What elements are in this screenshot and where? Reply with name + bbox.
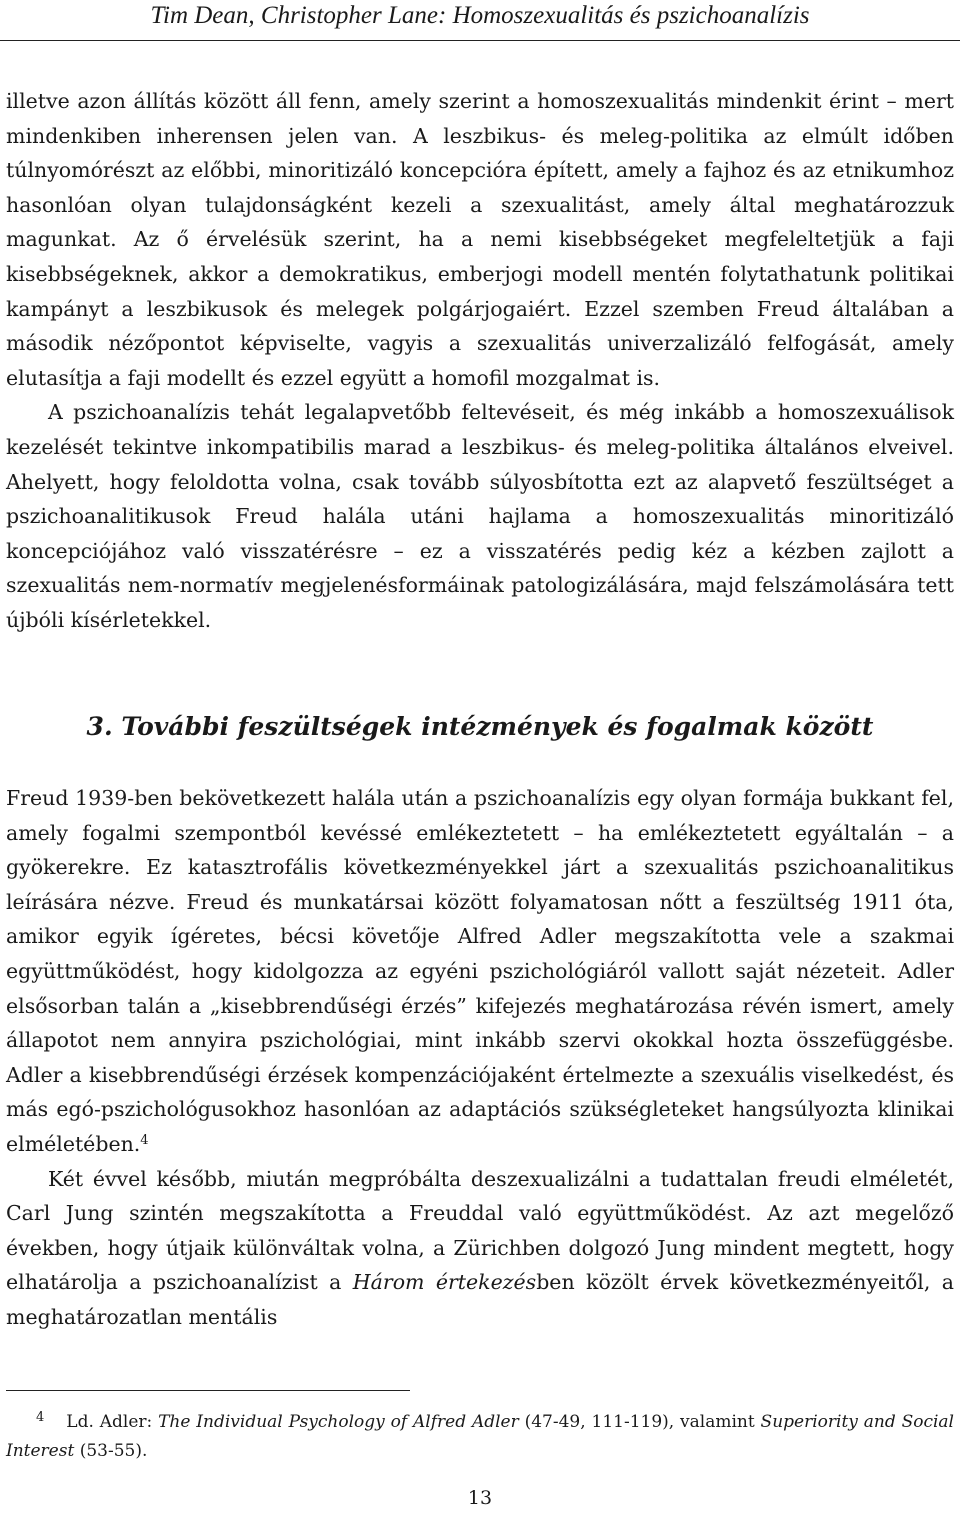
footnote-title-2: Superiority and Social Interest — [6, 1412, 954, 1461]
body-text-top — [6, 84, 954, 638]
paragraph-4-italic: Három értekezés — [352, 1270, 537, 1295]
footnote-number: 4 — [36, 1410, 45, 1425]
page-number: 13 — [467, 1487, 493, 1509]
footnote-title-1: The Individual Psychology of Alfred Adler — [158, 1412, 519, 1432]
paragraph-4-text-b: ben közölt érvek következményeitől, a meghatározatlan mentális — [6, 1270, 954, 1329]
paragraph-1: illetve azon állítás között áll fenn, amely szerint a homoszexualitás mindenkit érint – mert mindenkiben inherensen jelen van. A leszbikus- és meleg-politika az elmúlt időben túlnyomórészt az előbbi, minoritizáló koncepcióra épített, amely a fajhoz és az etnikumhoz hasonlóan olyan tulajdonságként kezeli a szexualitást, amely által meghatározzuk magunkat. Az ő érvelésük szerint, ha a nemi kisebbségeket megfeleltetjük a faji kisebbségeknek, akkor a demokratikus, emberjogi modell mentén folytathatunk politikai kampányt a leszbikusok és melegek polgárjogaiért. Ezzel szemben Freud általában a második nézőpontot képviselte, vagyis a szexualitás univerzalizáló felfogását, amely elutasítja a faji modellt és ezzel együtt a homofil mozgalmat is. — [6, 89, 954, 390]
paragraph-4-text-a: Két évvel később, miután megpróbálta deszexualizálni a tudattalan freudi elméletét, Carl Jung szintén megszakította a Freuddal való együttműködést. Az azt megelőző években, hogy útjaik különváltak volna, a Zürichben dolgozó Jung mindent megtett, hogy elhatárolja a pszichoanalízist a — [6, 1166, 954, 1295]
section-heading — [0, 710, 960, 744]
footnote-text-a: Ld. Adler: — [66, 1412, 159, 1432]
header-rule — [0, 40, 960, 41]
section-heading-text: 3. További feszültségek intézmények és fogalmak között — [86, 712, 874, 741]
footnote-rule — [6, 1390, 410, 1391]
running-title: Tim Dean, Christopher Lane: Homoszexualitás és pszichoanalízis — [150, 2, 810, 29]
paragraph-2: A pszichoanalízis tehát legalapvetőbb feltevéseit, és még inkább a homoszexuálisok kezelését tekintve inkompatibilis marad a leszbikus- és meleg-politika általános elveivel. Ahelyett, hogy feloldotta volna, csak tovább súlyosbította ezt az alapvető feszültséget a pszichoanalitikusok Freud halála utáni hajlama a homoszexualitás minoritizáló koncepciójához való visszatérésre – ez a visszatérés pedig kéz a kézben zajlott a szexualitás nem-normatív megjelenésformáinak patologizálására, majd felszámolására tett újbóli kísérletekkel. — [6, 400, 954, 632]
footnote-text-c: (53-55). — [74, 1440, 148, 1461]
paragraph-3 — [6, 781, 954, 1162]
footnote-text-b: (47-49, 111-119), valamint — [518, 1412, 761, 1432]
paragraph-4 — [6, 1162, 954, 1335]
body-text-bottom — [6, 781, 954, 1335]
footnote — [6, 1404, 954, 1465]
paragraph-3-text: Freud 1939-ben bekövetkezett halála után a pszichoanalízis egy olyan formája bukkant fel, amely fogalmi szempontból kevéssé emlékeztetett – ha emlékeztetett egyáltalán – a gyökerekre. Ez katasztrofális következményekkel járt a szexualitás pszichoanalitikus leírására nézve. Freud és munkatársai között folyamatosan nőtt a feszültség 1911 óta, amikor egyik ígéretes, bécsi követője Alfred Adler megszakította vele a szakmai együttműködést, hogy kidolgozza az egyéni pszichológiáról vallott saját nézeteit. Adler elsősorban talán a „kisebbrendűségi érzés” kifejezés meghatározása révén ismert, amely állapotot nem annyira pszichológiai, mint inkább szervi okokkal hozta összefüggésbe. Adler a kisebbrendűségi érzések kompenzációjaként értelmezte a szexuális viselkedést, és más egó-pszichológusokhoz hasonlóan az adaptációs szükségleteket hangsúlyozta klinikai elméletében. — [6, 786, 954, 1156]
footnote-ref: 4 — [140, 1132, 149, 1148]
